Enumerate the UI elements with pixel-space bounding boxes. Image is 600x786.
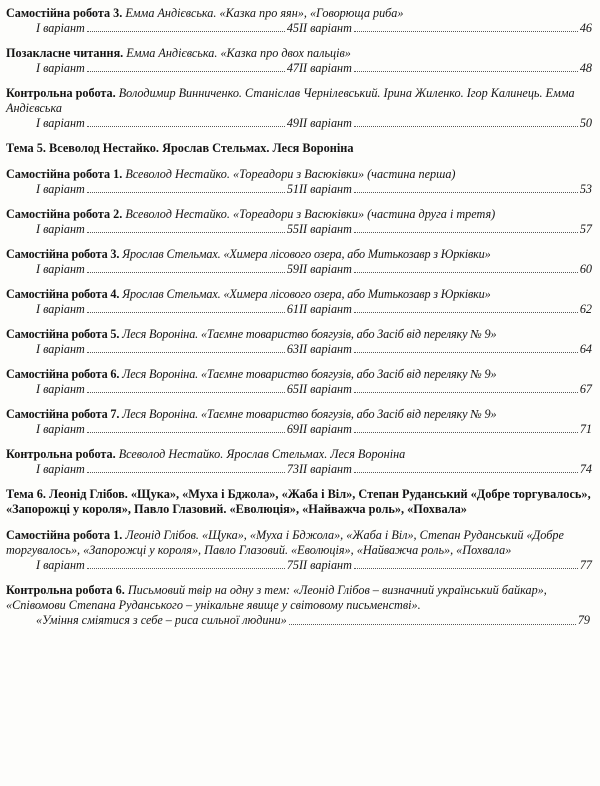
variant-label: ІІ варіант (299, 222, 352, 236)
variant-label: ІІ варіант (299, 302, 352, 316)
entry-title[interactable] (6, 407, 592, 422)
topic-heading (6, 141, 592, 156)
topic-text: Тема 6. Леонід Глібов. «Щука», «Муха і Бджола», «Жаба і Віл», Степан Руданський «Добре торгувалось», «Запорожці у короля», Павло Глазовий. «Еволюція», «Найважча роль», «Похвала» (6, 487, 591, 516)
authors: Леся Вороніна. (122, 407, 199, 421)
variant-v2[interactable] (299, 21, 592, 35)
work-title: «Таємне товариство боягузів, або Засіб від переляку № 9» (200, 327, 497, 341)
work-title: «Таємне товариство боягузів, або Засіб від переляку № 9» (200, 407, 497, 421)
entry-title[interactable] (6, 247, 592, 262)
work-kind: Контрольна робота 6. (6, 583, 125, 597)
page-number: 48 (579, 61, 592, 75)
work-kind: Контрольна робота. (6, 447, 116, 461)
variant-v1[interactable] (6, 462, 299, 476)
variant-v1[interactable] (6, 342, 299, 356)
dot-leader (87, 432, 285, 433)
work-kind: Самостійна робота 1. (6, 528, 123, 542)
page-number: 55 (286, 222, 299, 236)
variant-label: І варіант (36, 116, 85, 130)
variant-v1[interactable] (6, 116, 299, 130)
page-number: 61 (286, 302, 299, 316)
variant-label: ІІ варіант (299, 116, 352, 130)
dot-leader (354, 568, 578, 569)
page-number: 51 (286, 182, 299, 196)
dot-leader (354, 31, 578, 32)
variant-label: І варіант (36, 182, 85, 196)
authors: Леся Вороніна. (122, 367, 199, 381)
variant-v2[interactable] (299, 262, 592, 276)
entry-title[interactable] (6, 6, 592, 21)
authors: Емма Андієвська. (125, 6, 217, 20)
variant-v2[interactable] (299, 342, 592, 356)
variant-label: І варіант (36, 302, 85, 316)
dot-leader (87, 192, 285, 193)
variant-label: І варіант (36, 382, 85, 396)
work-title: «Химера лісового озера, або Митькозавр з Юрківки» (223, 287, 491, 301)
toc-entry (6, 167, 592, 196)
dot-leader (87, 31, 285, 32)
dot-leader (289, 624, 576, 625)
entry-title[interactable] (6, 287, 592, 302)
dot-leader (87, 126, 285, 127)
variant-v1[interactable] (6, 422, 299, 436)
toc-entry (6, 6, 592, 35)
dot-leader (354, 232, 578, 233)
toc-entry (6, 528, 592, 572)
work-title: «Тореадори з Васюківки» (частина друга і третя) (232, 207, 496, 221)
essay-last-topic: «Уміння сміятися з себе – риса сильної людини» (36, 613, 287, 627)
variant-label: І варіант (36, 422, 85, 436)
variant-v1[interactable] (6, 21, 299, 35)
dot-leader (354, 472, 578, 473)
page-number: 57 (579, 222, 592, 236)
page-number: 75 (286, 558, 299, 572)
authors: Всеволод Нестайко. (125, 207, 230, 221)
variant-label: ІІ варіант (299, 342, 352, 356)
variant-label: ІІ варіант (299, 21, 352, 35)
essay-last-line[interactable] (6, 613, 592, 628)
entry-title[interactable] (6, 367, 592, 382)
work-title: «Казка про двох пальців» (220, 46, 351, 60)
variant-label: І варіант (36, 462, 85, 476)
work-kind: Самостійна робота 6. (6, 367, 120, 381)
dot-leader (87, 472, 285, 473)
variant-label: І варіант (36, 222, 85, 236)
variants-row (6, 422, 592, 436)
work-kind: Контрольна робота. (6, 86, 116, 100)
toc-entry (6, 86, 592, 130)
page-number: 74 (579, 462, 592, 476)
work-title: «Щука», «Муха і Бджола», «Жаба і Віл», Степан Руданський «Добре торгувалось», «Запорожці у короля», Павло Глазовий. «Еволюція», «Найважча роль», «Похвала» (6, 528, 564, 557)
authors: Всеволод Нестайко. Ярослав Стельмах. Леся Вороніна (118, 447, 406, 461)
page-number: 71 (579, 422, 592, 436)
entry-title[interactable] (6, 86, 592, 116)
variant-label: ІІ варіант (299, 422, 352, 436)
variant-v2[interactable] (299, 182, 592, 196)
variants-row (6, 182, 592, 196)
essay-topics: Письмовий твір на одну з тем: «Леонід Глібов – визначний український байкар», «Співомови Степана Руданського – унікальне явище у світовому письменстві». (6, 583, 547, 612)
variant-label: ІІ варіант (299, 182, 352, 196)
authors: Володимир Винниченко. Станіслав Чернілевський. Ірина Жиленко. Ігор Калинець. Емма Андієвська (6, 86, 575, 115)
work-kind: Позакласне читання. (6, 46, 124, 60)
variant-v1[interactable] (6, 61, 299, 75)
page-number: 69 (286, 422, 299, 436)
variant-v2[interactable] (299, 302, 592, 316)
toc-entry (6, 247, 592, 276)
dot-leader (354, 392, 578, 393)
variant-v2[interactable] (299, 61, 592, 75)
work-kind: Самостійна робота 3. (6, 247, 120, 261)
toc-entry (6, 407, 592, 436)
variant-label: І варіант (36, 342, 85, 356)
variants-row (6, 262, 592, 276)
dot-leader (87, 352, 285, 353)
variant-v2[interactable] (299, 382, 592, 396)
page-number: 73 (286, 462, 299, 476)
toc-entry (6, 46, 592, 75)
page-number: 60 (579, 262, 592, 276)
page-number: 49 (286, 116, 299, 130)
variants-row (6, 558, 592, 572)
toc-entry (6, 287, 592, 316)
work-kind: Самостійна робота 2. (6, 207, 123, 221)
variants-row (6, 116, 592, 130)
entry-title[interactable] (6, 447, 592, 462)
variant-label: І варіант (36, 21, 85, 35)
authors: Леся Вороніна. (122, 327, 199, 341)
dot-leader (354, 71, 578, 72)
variant-v2[interactable] (299, 116, 592, 130)
variant-v2[interactable] (299, 222, 592, 236)
page-number: 64 (579, 342, 592, 356)
variant-label: І варіант (36, 558, 85, 572)
entry-title[interactable] (6, 583, 592, 613)
page-number: 47 (286, 61, 299, 75)
dot-leader (354, 312, 578, 313)
page-number: 53 (579, 182, 592, 196)
variants-row (6, 462, 592, 476)
toc-entry (6, 583, 592, 628)
variant-v1[interactable] (6, 302, 299, 316)
work-kind: Самостійна робота 3. (6, 6, 123, 20)
page-number: 77 (579, 558, 592, 572)
toc-entry (6, 327, 592, 356)
work-kind: Самостійна робота 1. (6, 167, 123, 181)
page-number: 59 (286, 262, 299, 276)
table-of-contents (6, 6, 592, 639)
variant-v1[interactable] (6, 262, 299, 276)
entry-title[interactable] (6, 207, 592, 222)
work-kind: Самостійна робота 5. (6, 327, 120, 341)
toc-entry (6, 447, 592, 476)
toc-entry (6, 367, 592, 396)
work-kind: Самостійна робота 7. (6, 407, 120, 421)
page-number: 67 (579, 382, 592, 396)
variant-v2[interactable] (299, 558, 592, 572)
topic-text: Тема 5. Всеволод Нестайко. Ярослав Стельмах. Леся Вороніна (6, 141, 354, 155)
dot-leader (87, 71, 285, 72)
page-number: 46 (579, 21, 592, 35)
page-number: 45 (286, 21, 299, 35)
topic-heading (6, 487, 592, 517)
dot-leader (354, 192, 578, 193)
dot-leader (87, 392, 285, 393)
variants-row (6, 61, 592, 75)
authors: Ярослав Стельмах. (122, 247, 221, 261)
variant-label: ІІ варіант (299, 558, 352, 572)
authors: Всеволод Нестайко. (125, 167, 230, 181)
authors: Леонід Глібов. (125, 528, 199, 542)
dot-leader (354, 126, 578, 127)
variant-v2[interactable] (299, 422, 592, 436)
variant-label: І варіант (36, 262, 85, 276)
variants-row (6, 21, 592, 35)
work-title: «Химера лісового озера, або Митькозавр з Юрківки» (223, 247, 491, 261)
variant-v1[interactable] (6, 382, 299, 396)
work-title: «Казка про яян», «Говорюща риба» (219, 6, 404, 20)
page-number: 79 (577, 613, 590, 627)
page-number: 50 (579, 116, 592, 130)
variant-label: І варіант (36, 61, 85, 75)
authors: Ярослав Стельмах. (122, 287, 221, 301)
dot-leader (354, 432, 578, 433)
variant-label: ІІ варіант (299, 61, 352, 75)
dot-leader (87, 232, 285, 233)
dot-leader (87, 272, 285, 273)
variant-label: ІІ варіант (299, 382, 352, 396)
dot-leader (87, 312, 285, 313)
variants-row (6, 382, 592, 396)
variant-v1[interactable] (6, 222, 299, 236)
authors: Емма Андієвська. (126, 46, 218, 60)
variants-row (6, 302, 592, 316)
work-title: «Тореадори з Васюківки» (частина перша) (232, 167, 456, 181)
toc-entry (6, 207, 592, 236)
page-number: 62 (579, 302, 592, 316)
entry-title[interactable] (6, 528, 592, 558)
variant-v2[interactable] (299, 462, 592, 476)
page-number: 63 (286, 342, 299, 356)
variants-row (6, 222, 592, 236)
page-number: 65 (286, 382, 299, 396)
dot-leader (354, 352, 578, 353)
work-kind: Самостійна робота 4. (6, 287, 120, 301)
variant-v1[interactable] (6, 182, 299, 196)
dot-leader (354, 272, 578, 273)
variant-v1[interactable] (6, 558, 299, 572)
variants-row (6, 342, 592, 356)
variant-label: ІІ варіант (299, 462, 352, 476)
entry-title[interactable] (6, 46, 592, 61)
entry-title[interactable] (6, 327, 592, 342)
entry-title[interactable] (6, 167, 592, 182)
variant-label: ІІ варіант (299, 262, 352, 276)
work-title: «Таємне товариство боягузів, або Засіб від переляку № 9» (200, 367, 497, 381)
dot-leader (87, 568, 285, 569)
